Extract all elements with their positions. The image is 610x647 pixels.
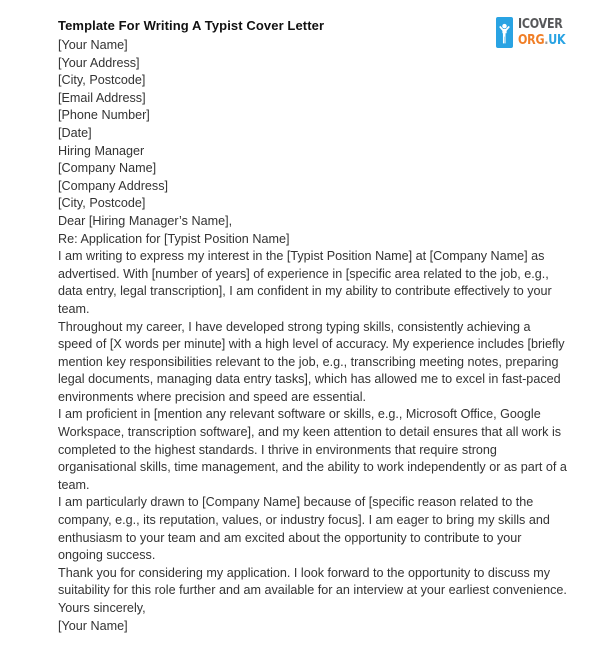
page-title: Template For Writing A Typist Cover Letter — [58, 18, 325, 33]
letter-line: Re: Application for [Typist Position Name] — [58, 231, 290, 246]
letter-paragraphs — [58, 248, 568, 600]
logo-orguk-text — [518, 31, 566, 48]
letter-line: Hiring Manager — [58, 143, 145, 158]
letter-line: [Company Address] — [58, 178, 168, 193]
letter-line: [City, Postcode] — [58, 196, 146, 211]
logo-wordmark — [518, 18, 576, 47]
closing-block — [58, 600, 568, 635]
letter-line: Dear [Hiring Manager’s Name], — [58, 213, 233, 228]
letter-paragraph: Throughout my career, I have developed strong typing skills, consistently achieving a speed of [X words per minute] with a high level of accuracy. My experience includes [briefly mention key responsibilities relevant to the job, e.g., transcribing meeting notes, preparing legal documents, managing data entry tasks], which has allowed me to excel in fast-paced environments where precision and speed are essential. — [58, 319, 565, 404]
letter-paragraph: I am writing to express my interest in the [Typist Position Name] at [Company Name] as advertised. With [number of years] of experience in [specific area related to the job, e.g., data entry, legal transcription], I am confident in my ability to contribute effectively to your team. — [58, 249, 552, 316]
letter-line: [Your Address] — [58, 55, 140, 70]
logo-org-text: ORG — [518, 31, 545, 48]
letter-line: [Date] — [58, 125, 92, 140]
letter-line: [Company Name] — [58, 161, 157, 176]
letter-line: [City, Postcode] — [58, 73, 146, 88]
logo-icover-text: ICOVER — [518, 16, 563, 32]
letter-paragraph: I am particularly drawn to [Company Name] because of [specific reason related to the company, e.g., its reputation, values, or industry focus]. I am eager to bring my skills and enthusiasm to your team and am excited about the opportunity to contribute to your ongoing success. — [58, 495, 550, 563]
letter-closing-line: [Your Name] — [58, 618, 128, 633]
icover-org-uk-logo[interactable] — [496, 17, 576, 48]
letter-line: [Email Address] — [58, 90, 146, 105]
logo-dot-text: . — [544, 31, 549, 48]
person-raised-arms-icon — [496, 17, 513, 48]
letter-line: [Phone Number] — [58, 108, 150, 123]
letter-body — [58, 37, 568, 635]
logo-uk-text: UK — [548, 31, 566, 48]
letter-closing-line: Yours sincerely, — [58, 601, 146, 615]
letter-paragraph: Thank you for considering my application. I look forward to the opportunity to discuss my suitability for this role further and am available for an interview at your earliest convenience. — [58, 565, 567, 598]
address-block — [58, 37, 568, 248]
letter-paragraph: I am proficient in [mention any relevant software or skills, e.g., Microsoft Office, Google Workspace, transcription software], and my keen attention to detail ensures that all work is completed to the highest standards. I thrive in environments that require strong organisational skills, time management, and the ability to work independently or as part of a team. — [58, 407, 567, 492]
letter-line: [Your Name] — [58, 38, 128, 52]
